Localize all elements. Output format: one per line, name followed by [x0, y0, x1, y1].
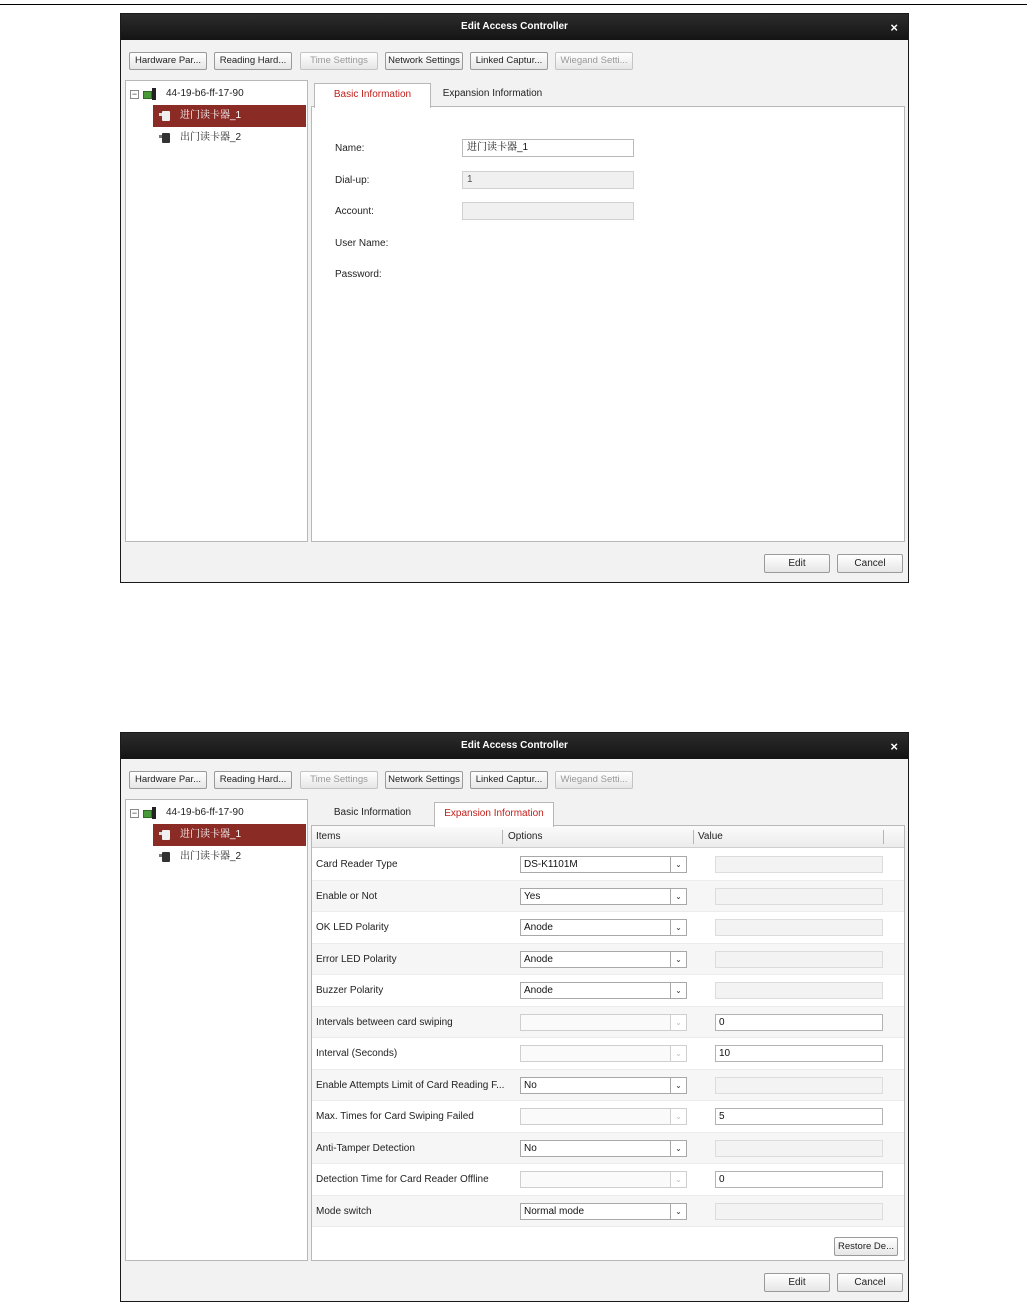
cancel-button[interactable]: Cancel: [837, 554, 903, 573]
chevron-down-icon[interactable]: ⌄: [670, 889, 686, 904]
row-item-label: Mode switch: [316, 1205, 372, 1217]
row-value-field[interactable]: 10: [715, 1045, 883, 1062]
row-value-field[interactable]: [715, 1140, 883, 1157]
table-row: [312, 944, 904, 976]
column-header-options: Options: [508, 831, 543, 842]
table-row: [312, 1196, 904, 1228]
row-option-value: Anode: [524, 922, 553, 933]
dialog-title: Edit Access Controller: [461, 21, 568, 32]
edit-access-controller-dialog-basic: [120, 13, 909, 583]
tree-item-label: 进门读卡器_1: [180, 110, 242, 121]
edit-button[interactable]: Edit: [764, 554, 830, 573]
page-top-rule: [0, 4, 1027, 5]
column-header-value: Value: [698, 831, 723, 842]
card-reader-icon: [159, 133, 171, 143]
tab-basic-information[interactable]: Basic Information: [314, 83, 431, 108]
tab-expansion-information[interactable]: Expansion Information: [434, 802, 554, 827]
table-row: [312, 1101, 904, 1133]
password-label: Password:: [335, 269, 382, 280]
username-label: User Name:: [335, 238, 389, 249]
reading-hardware-button[interactable]: Reading Hard...: [214, 771, 292, 789]
row-item-label: Interval (Seconds): [316, 1048, 398, 1059]
chevron-down-icon[interactable]: ⌄: [670, 1141, 686, 1156]
row-option-select[interactable]: [520, 1077, 687, 1094]
row-option-value: DS-K1101M: [524, 859, 578, 870]
dialog-titlebar: [121, 14, 908, 40]
row-option-select[interactable]: [520, 919, 687, 936]
wiegand-settings-button[interactable]: Wiegand Setti...: [555, 771, 633, 789]
tree-item-reader-1[interactable]: [153, 105, 306, 127]
table-row: [312, 1007, 904, 1039]
tree-item-controller[interactable]: [126, 83, 307, 105]
account-label: Account:: [335, 206, 374, 217]
tree-item-controller[interactable]: [126, 802, 307, 824]
row-item-label: Detection Time for Card Reader Offline: [316, 1174, 489, 1185]
table-row: [312, 1038, 904, 1070]
access-controller-icon: [143, 807, 156, 819]
row-option-select[interactable]: [520, 1140, 687, 1157]
access-controller-icon: [143, 88, 156, 100]
card-reader-icon: [159, 852, 171, 862]
account-field[interactable]: [462, 202, 634, 220]
row-item-label: Intervals between card swiping: [316, 1016, 453, 1028]
row-option-select[interactable]: [520, 856, 687, 873]
row-option-select[interactable]: [520, 1014, 687, 1031]
table-row: [312, 849, 904, 881]
column-divider[interactable]: [883, 830, 884, 844]
tree-item-label: 44-19-b6-ff-17-90: [166, 807, 244, 818]
dialog-titlebar: [121, 733, 908, 759]
card-reader-icon: [159, 111, 171, 121]
row-item-label: Enable Attempts Limit of Card Reading F...: [316, 1079, 505, 1091]
linked-capture-button[interactable]: Linked Captur...: [470, 771, 548, 789]
dialup-field[interactable]: 1: [462, 171, 634, 189]
row-value-field[interactable]: 0: [715, 1014, 883, 1031]
chevron-down-icon[interactable]: ⌄: [670, 1172, 686, 1187]
expansion-information-panel: [311, 825, 905, 1261]
chevron-down-icon[interactable]: ⌄: [670, 983, 686, 998]
device-tree: [125, 80, 308, 542]
chevron-down-icon[interactable]: ⌄: [670, 1015, 686, 1030]
chevron-down-icon[interactable]: ⌄: [670, 1204, 686, 1219]
row-value-field[interactable]: [715, 982, 883, 999]
collapse-icon[interactable]: −: [131, 808, 138, 818]
hardware-parameters-button[interactable]: Hardware Par...: [129, 771, 207, 789]
row-option-select[interactable]: [520, 1108, 687, 1125]
row-value-field[interactable]: [715, 919, 883, 936]
row-option-select[interactable]: [520, 1171, 687, 1188]
time-settings-button[interactable]: Time Settings: [300, 771, 378, 789]
table-row: [312, 1133, 904, 1165]
tab-expansion-information[interactable]: Expansion Information: [442, 88, 543, 99]
row-value-field[interactable]: [715, 1203, 883, 1220]
row-item-label: Error LED Polarity: [316, 953, 397, 965]
chevron-down-icon[interactable]: ⌄: [670, 1078, 686, 1093]
linked-capture-button[interactable]: Linked Captur...: [470, 52, 548, 70]
network-settings-button[interactable]: Network Settings: [385, 771, 463, 789]
row-value-field[interactable]: [715, 856, 883, 873]
table-row: [312, 1070, 904, 1102]
row-option-value: No: [524, 1079, 537, 1091]
collapse-icon[interactable]: −: [131, 89, 138, 99]
table-row: [312, 912, 904, 944]
row-value-field[interactable]: [715, 888, 883, 905]
row-option-select[interactable]: [520, 1045, 687, 1062]
table-row: [312, 1164, 904, 1196]
table-row: [312, 975, 904, 1007]
basic-information-panel: [311, 106, 905, 542]
tree-item-label: 出门读卡器_2: [180, 851, 242, 862]
wiegand-settings-button[interactable]: Wiegand Setti...: [555, 52, 633, 70]
dialog-title: Edit Access Controller: [461, 740, 568, 751]
dialup-label: Dial-up:: [335, 175, 370, 186]
tab-basic-information[interactable]: Basic Information: [333, 807, 412, 818]
restore-defaults-button[interactable]: Restore De...: [834, 1237, 898, 1256]
chevron-down-icon[interactable]: ⌄: [670, 920, 686, 935]
close-icon[interactable]: ×: [890, 20, 898, 35]
row-item-label: Buzzer Polarity: [316, 985, 384, 996]
name-label: Name:: [335, 143, 365, 154]
close-icon[interactable]: ×: [890, 739, 898, 754]
reading-hardware-button[interactable]: Reading Hard...: [214, 52, 292, 70]
tree-item-label: 44-19-b6-ff-17-90: [166, 88, 244, 99]
table-row: [312, 881, 904, 913]
row-item-label: Card Reader Type: [316, 859, 398, 870]
row-option-value: Yes: [524, 890, 541, 902]
row-item-label: Enable or Not: [316, 890, 378, 902]
column-divider[interactable]: [502, 830, 503, 844]
tree-item-label: 进门读卡器_1: [180, 829, 242, 840]
row-item-label: Anti-Tamper Detection: [316, 1142, 415, 1154]
edit-access-controller-dialog-expansion: [120, 732, 909, 1302]
name-field[interactable]: 进门读卡器_1: [462, 139, 634, 157]
row-option-value: Anode: [524, 985, 553, 996]
row-value-field[interactable]: 5: [715, 1108, 883, 1125]
table-header: [312, 826, 904, 848]
card-reader-icon: [159, 830, 171, 840]
row-option-select[interactable]: [520, 888, 687, 905]
row-option-select[interactable]: [520, 982, 687, 999]
chevron-down-icon[interactable]: ⌄: [670, 1109, 686, 1124]
row-value-field[interactable]: [715, 951, 883, 968]
tree-item-label: 出门读卡器_2: [180, 132, 242, 143]
chevron-down-icon[interactable]: ⌄: [670, 952, 686, 967]
hardware-parameters-button[interactable]: Hardware Par...: [129, 52, 207, 70]
row-option-value: Normal mode: [524, 1205, 585, 1217]
row-option-select[interactable]: [520, 1203, 687, 1220]
tree-item-reader-1[interactable]: [153, 824, 306, 846]
chevron-down-icon[interactable]: ⌄: [670, 1046, 686, 1061]
tree-item-reader-2[interactable]: [153, 127, 306, 149]
cancel-button[interactable]: Cancel: [837, 1273, 903, 1292]
column-header-items: Items: [316, 831, 341, 842]
edit-button[interactable]: Edit: [764, 1273, 830, 1292]
tree-item-reader-2[interactable]: [153, 846, 306, 868]
row-value-field[interactable]: 0: [715, 1171, 883, 1188]
row-option-value: No: [524, 1142, 537, 1154]
chevron-down-icon[interactable]: ⌄: [670, 857, 686, 872]
time-settings-button[interactable]: Time Settings: [300, 52, 378, 70]
row-item-label: Max. Times for Card Swiping Failed: [316, 1111, 474, 1122]
row-option-value: Anode: [524, 953, 553, 965]
device-tree: [125, 799, 308, 1261]
row-option-select[interactable]: [520, 951, 687, 968]
row-value-field[interactable]: [715, 1077, 883, 1094]
network-settings-button[interactable]: Network Settings: [385, 52, 463, 70]
row-item-label: OK LED Polarity: [316, 922, 389, 933]
